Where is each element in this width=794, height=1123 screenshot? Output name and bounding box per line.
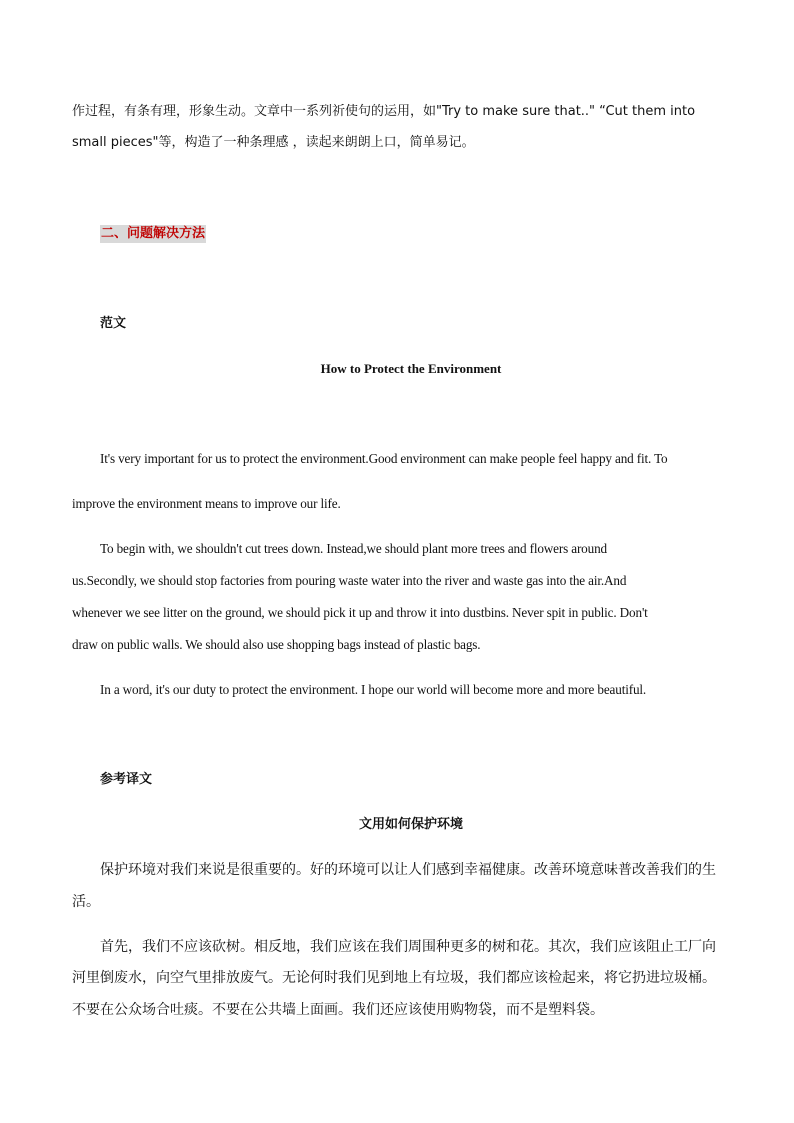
english-paragraph-3-line-1: In a word, it's our duty to protect the environment. I hope our world will become more and more beautiful. bbox=[100, 682, 647, 697]
chinese-paragraph-1-line-2: 活。 bbox=[72, 894, 100, 910]
chinese-paragraph-2-line-2: 河里倒废水，向空气里排放废气。无论何时我们见到地上有垃圾，我们都应该检起来，将它扔进垃圾桶。 bbox=[72, 970, 716, 986]
chinese-essay-title: 文用如何保护环境 bbox=[358, 817, 463, 832]
model-essay-label: 范文 bbox=[100, 316, 127, 331]
chinese-paragraph-1-line-1: 保护环境对我们来说是很重要的。好的环境可以让人们感到幸福健康。改善环境意味普改善我们的生 bbox=[100, 862, 716, 878]
english-paragraph-2-line-1: To begin with, we shouldn't cut trees down. Instead,we should plant more trees and flowers around bbox=[100, 541, 607, 556]
intro-line-1: 作过程，有条有理，形象生动。文章中一系列祈使句的运用，如"Try to make sure that.." “Cut them into bbox=[72, 104, 696, 119]
english-paragraph-2-line-2: us.Secondly, we should stop factories from pouring waste water into the river and waste gas into the air.And bbox=[72, 573, 627, 588]
english-paragraph-1-line-1: It's very important for us to protect the environment.Good environment can make people feel happy and fit. To bbox=[100, 451, 668, 466]
chinese-paragraph-2-line-1: 首先，我们不应该砍树。相反地，我们应该在我们周围种更多的树和花。其次，我们应该阻止工厂向 bbox=[100, 939, 716, 955]
intro-line-2: small pieces"等，构造了一种条理感 ，读起来朗朗上口，简单易记。 bbox=[72, 135, 475, 150]
english-paragraph-2-line-3: whenever we see litter on the ground, we should pick it up and throw it into dustbins. Never spit in public. Don't bbox=[72, 605, 648, 620]
section-heading: 二、问题解决方法 bbox=[101, 226, 206, 241]
english-essay-title: How to Protect the Environment bbox=[320, 361, 502, 376]
chinese-paragraph-2-line-3: 不要在公众场合吐痰。不要在公共墙上面画。我们还应该使用购物袋，而不是塑料袋。 bbox=[72, 1002, 604, 1018]
translation-label: 参考译文 bbox=[100, 772, 153, 787]
english-paragraph-1-line-2: improve the environment means to improve our life. bbox=[72, 496, 341, 511]
english-paragraph-2-line-4: draw on public walls. We should also use shopping bags instead of plastic bags. bbox=[72, 637, 481, 652]
